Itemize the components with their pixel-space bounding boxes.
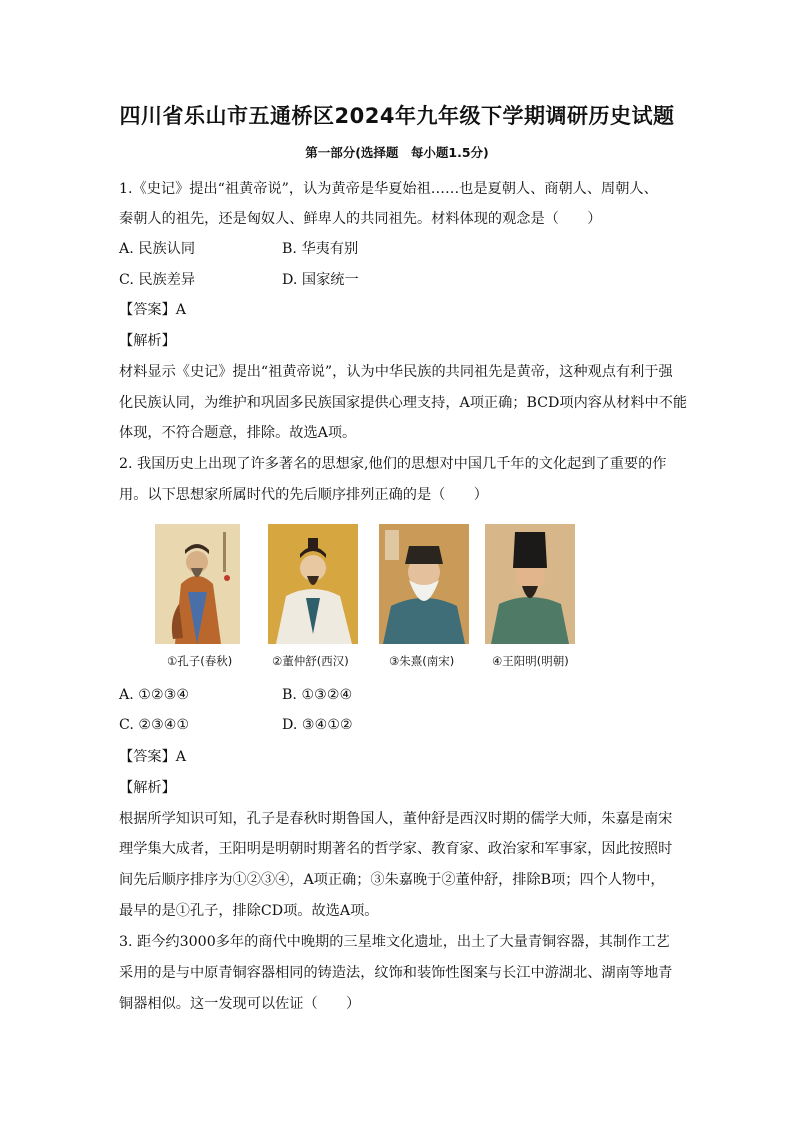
portrait-row [155,524,595,674]
question-2-analysis-line-1: 根据所学知识可知，孔子是春秋时期鲁国人，董仲舒是西汉时期的儒学大师，朱嘉是南宋 [119,811,673,827]
question-1-option-d: D. 国家统一 [282,272,359,288]
zhu-xi-portrait [379,524,469,644]
question-2-analysis-line-4: 最早的是①孔子，排除CD项。故选A项。 [119,903,379,919]
dong-zhongshu-portrait [268,524,358,644]
question-1-stem-line-2: 秦朝人的祖先，还是匈奴人、鲜卑人的共同祖先。材料体现的观念是（ ） [119,211,602,227]
question-2-option-c: C. ②③④① [119,717,190,733]
question-1-stem-line-1: 1.《史记》提出“祖黄帝说”，认为黄帝是华夏始祖……也是夏朝人、商朝人、周朝人、 [119,181,658,197]
question-3-stem-line-1: 3. 距今约3000多年的商代中晚期的三星堆文化遗址，出土了大量青铜容器，其制作工艺 [119,934,670,950]
question-1-option-b: B. 华夷有别 [282,241,359,257]
question-2-analysis-line-2: 理学集大成者，王阳明是明朝时期著名的哲学家、教育家、政治家和军事家，因此按照时 [119,841,673,857]
question-1-option-c: C. 民族差异 [119,272,196,288]
caption-confucius: ①孔子(春秋) [167,654,233,668]
question-3-stem-line-3: 铜器相似。这一发现可以佐证（ ） [119,996,361,1012]
question-2-analysis-line-3: 间先后顺序排序为①②③④，A项正确；③朱嘉晚于②董仲舒，排除B项；四个人物中， [119,872,665,888]
caption-wang-yangming: ④王阳明(明朝) [492,654,569,668]
question-1-analysis-line-1: 材料显示《史记》提出“祖黄帝说”，认为中华民族的共同祖先是黄帝，这种观点有利于强 [119,364,673,380]
question-1-analysis-label: 【解析】 [119,333,176,349]
question-3-stem-line-2: 采用的是与中原青铜容器相同的铸造法，纹饰和装饰性图案与长江中游湖北、湖南等地青 [119,965,673,981]
question-1-analysis-line-2: 化民族认同，为维护和巩固多民族国家提供心理支持，A项正确；BCD项内容从材料中不能 [119,395,688,411]
question-2-stem-line-2: 用。以下思想家所属时代的先后顺序排列正确的是（ ） [119,487,488,503]
question-1-analysis-line-3: 体现，不符合题意，排除。故选A项。 [119,425,357,441]
section-subtitle: 第一部分(选择题 每小题1.5分) [305,145,489,160]
question-2-option-a: A. ①②③④ [119,687,190,703]
confucius-portrait [155,524,240,644]
exam-title: 四川省乐山市五通桥区2024年九年级下学期调研历史试题 [119,104,675,128]
wang-yangming-portrait [485,524,575,644]
question-2-option-b: B. ①③②④ [282,687,353,703]
question-2-option-d: D. ③④①② [282,717,353,733]
question-1-answer: 【答案】A [119,302,186,318]
question-1-option-a: A. 民族认同 [119,241,196,257]
question-2-analysis-label: 【解析】 [119,780,176,796]
question-2-answer: 【答案】A [119,749,186,765]
caption-zhu-xi: ③朱熹(南宋) [389,654,455,668]
caption-dong-zhongshu: ②董仲舒(西汉) [272,654,349,668]
question-2-stem-line-1: 2. 我国历史上出现了许多著名的思想家,他们的思想对中国几千年的文化起到了重要的作 [119,456,667,472]
